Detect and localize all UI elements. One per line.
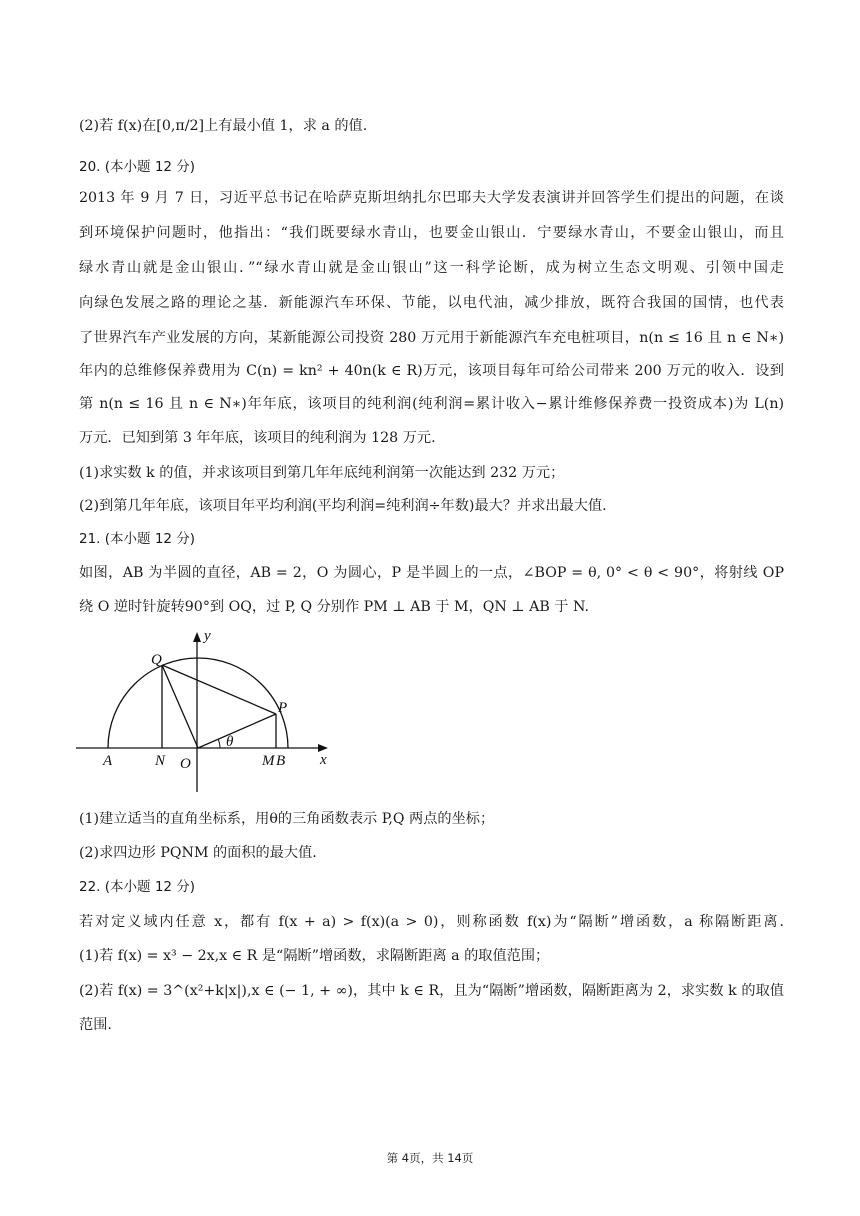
label-M: M — [262, 753, 275, 769]
q20-part2: (2)到第几年年底，该项目年平均利润(平均利润=纯利润÷年数)最大？并求出最大值. — [79, 498, 607, 514]
q21-part2: (2)求四边形 PQNM 的面积的最大值. — [79, 845, 317, 861]
q20-text-line-8: 万元．已知到第 3 年年底，该项目的纯利润为 128 万元. — [79, 430, 436, 446]
label-O: O — [180, 756, 191, 772]
label-P: P — [278, 700, 288, 716]
q20-text-line-5: 了世界汽车产业发展的方向，某新能源公司投资 280 万元用于新能源汽车充电桩项目，n(n ≤ 16 且 n ∈ N∗) — [79, 330, 784, 346]
angle-theta-arc — [218, 739, 220, 748]
q20-part1: (1)求实数 k 的值，并求该项目到第几年年底纯利润第一次能达到 232 万元； — [79, 465, 565, 481]
q21-text-line-1: 如图，AB 为半圆的直径，AB = 2，O 为圆心，P 是半圆上的一点，∠BOP = θ, 0° < θ < 90°，将射线 OP — [79, 565, 784, 581]
q22-part2-cont: 范围. — [79, 1017, 112, 1033]
x-axis-arrow — [318, 744, 328, 752]
q22-heading: 22. (本小题 12 分) — [79, 879, 196, 895]
label-B: B — [276, 753, 286, 769]
semicircle-arc — [108, 658, 288, 748]
label-y: y — [204, 628, 211, 644]
q22-text-line-1: 若对定义域内任意 x，都有 f(x + a) > f(x)(a > 0)，则称函数 f(x)为“隔断”增函数，a 称隔断距离. — [79, 914, 784, 930]
q22-part1: (1)若 f(x) = x³ − 2x,x ∈ R 是“隔断”增函数，求隔断距离 a 的取值范围； — [79, 948, 550, 964]
segment-OP — [198, 714, 276, 748]
q19-part2: (2)若 f(x)在[0,π/2]上有最小值 1，求 a 的值. — [79, 118, 368, 134]
q20-text-line-1: 2013 年 9 月 7 日，习近平总书记在哈萨克斯坦纳扎尔巴耶夫大学发表演讲并回答学生们提出的问题，在谈 — [79, 190, 784, 206]
label-N: N — [155, 753, 166, 769]
q22-part2: (2)若 f(x) = 3^(x²+k|x|),x ∈ (− 1, + ∞)，其中 k ∈ R，且为“隔断”增函数，隔断距离为 2，求实数 k 的取值 — [79, 983, 784, 999]
page-footer: 第 4页，共 14页 — [386, 1151, 474, 1165]
q20-text-line-6: 年内的总维修保养费用为 C(n) = kn² + 40n(k ∈ R)万元，该项目每年可给公司带来 200 万元的收入．设到 — [79, 363, 784, 379]
segment-QP — [162, 665, 276, 714]
q20-text-line-7: 第 n(n ≤ 16 且 n ∈ N∗)年年底，该项目的纯利润(纯利润=累计收入−累计维修保养费一投资成本)为 L(n) — [79, 396, 784, 412]
label-A: A — [103, 753, 113, 769]
label-theta: θ — [226, 734, 234, 750]
q21-text-line-2: 绕 O 逆时针旋转90°到 OQ，过 P, Q 分别作 PM ⊥ AB 于 M，QN ⊥ AB 于 N. — [79, 599, 589, 615]
label-Q: Q — [151, 652, 162, 668]
y-axis-arrow — [193, 632, 201, 642]
q20-heading: 20. (本小题 12 分) — [79, 159, 196, 175]
q21-heading: 21. (本小题 12 分) — [79, 531, 196, 547]
label-x: x — [320, 752, 327, 768]
q20-text-line-2: 到环境保护问题时，他指出：“我们既要绿水青山，也要金山银山．宁要绿水青山，不要金山银山，而且 — [79, 225, 784, 241]
q21-part1: (1)建立适当的直角坐标系，用θ的三角函数表示 P,Q 两点的坐标； — [79, 811, 495, 827]
q20-text-line-3: 绿水青山就是金山银山．”“绿水青山就是金山银山”这一科学论断，成为树立生态文明观、引领中国走 — [79, 260, 784, 276]
q20-text-line-4: 向绿色发展之路的理论之基．新能源汽车环保、节能，以电代油，减少排放，既符合我国的国情，也代表 — [79, 295, 784, 311]
semicircle-figure — [76, 622, 336, 797]
